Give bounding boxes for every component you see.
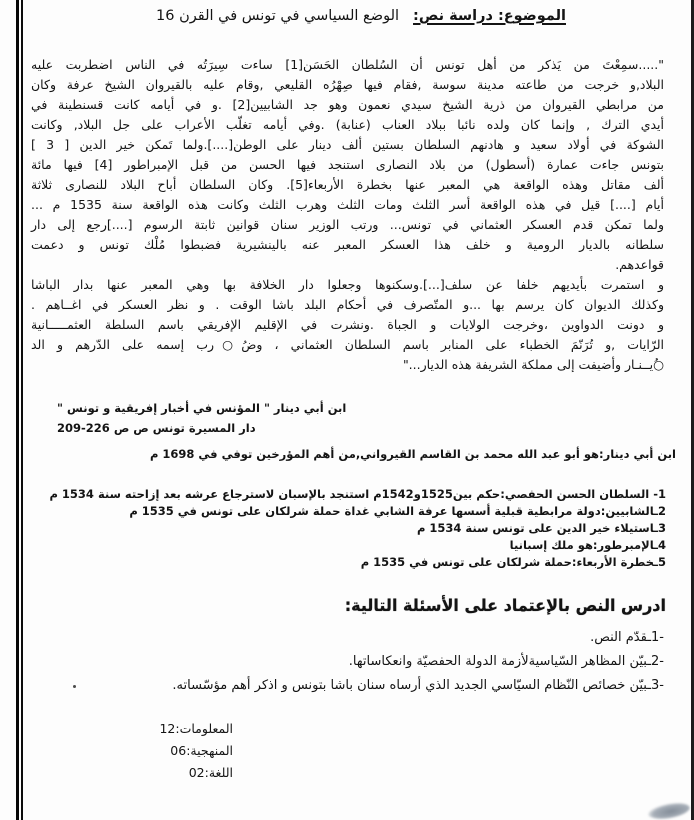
question-item: -1ـقدّم النص. bbox=[590, 630, 664, 645]
quoted-text-paragraph-1 bbox=[31, 55, 664, 275]
text-line: الرّايات ,و تُرَنّمَ الخطباء على المنابر باسم السلطان العثماني ، وضُ○رب إسمه على الدّرهم و الد bbox=[31, 337, 664, 352]
text-line: أيدي الترك , وإنما كان ولده نائبا ببلاد العناب (عنابة) .وفي أيامه تغلّب الأعراب على جل البلاد, وكانت bbox=[31, 117, 664, 132]
scan-smudge-artifact bbox=[647, 800, 691, 820]
title-topic: الوضع السياسي في تونس في القرن 16 bbox=[156, 8, 400, 24]
text-line: ○ُيــنـار وأضيفت إلى مملكة الشريفة هذه الديار..." bbox=[402, 357, 664, 372]
grading-item-information: المعلومات:12 bbox=[159, 721, 233, 736]
title-subject-label: الموضوع: دراسة نص: bbox=[413, 8, 566, 24]
footnotes-list bbox=[31, 486, 666, 571]
text-line: وكذلك الديوان كان يرسم بها ...و المتّصرف في أحكام البلد باشا الوقت . و نظر العسكر في اغــاهم . bbox=[31, 297, 664, 312]
question-item: -3ـبيّن خصائص النّظام السيّاسي الجديد الذي أرساه سنان باشا بتونس و اذكر أهم مؤسّساته. bbox=[172, 678, 664, 693]
document-title bbox=[156, 8, 566, 24]
footnote-item: 3ـاستيلاء خير الدين على تونس سنة 1534 م bbox=[416, 521, 666, 535]
text-line: ولما تمكن قدم العسكر العثماني في تونس... ورتب الوزير سنان قوانين ثابتة الرسوم [....]رجع إلى دار bbox=[31, 217, 664, 232]
source-citation bbox=[57, 398, 346, 438]
text-line: ".....سمِعْتَ من يَذكر من أهل تونس أن السُلطان الحَسَن[1] ساءت سِيرَتُه في الناس اضطربت عليه bbox=[31, 57, 664, 72]
citation-publisher-pages: دار المسيرة تونس ص ص 226-209 bbox=[57, 421, 256, 435]
text-line: الشوكة في أولاد سعيد و هادنهم السلطان بستين ألف دينار على الوطن[....].ولما تَمكن خير الدين [ 3 ] bbox=[31, 137, 664, 152]
footnote-item: 1- السلطان الحسن الحفصي:حكم بين1525و1542م استنجد بالإسبان لاسترجاع عرشه بعد إزاحته سنة 1534 م bbox=[49, 487, 666, 501]
text-line: سلطانه بالديار الرومية و خلف هذا العسكر المعبر عنه بالينشيرية فضبطوا مُلْك تونس و دعمت bbox=[31, 237, 664, 252]
grading-scale bbox=[159, 718, 233, 784]
citation-author-title: ابن أبي دينار " المؤنس في أخبار إفريقية و تونس " bbox=[57, 401, 347, 415]
left-border-thin-line bbox=[21, 0, 23, 820]
text-line: من مرابطي القيروان من ذرية الشيخ سيدي نعمون وهو جد الشابيين[2] .و في أيامه كانت قسنطينة في bbox=[31, 97, 664, 112]
text-line: أيام [....] قيل في هذه الواقعة أسر الثلث ومات الثلث وهرب الثلث وكانت هذه الواقعة سنة 1535 م ... bbox=[31, 197, 664, 212]
questions-list bbox=[31, 626, 664, 698]
left-border-thick-line bbox=[16, 0, 19, 820]
footnote-item: 2ـالشابيين:دولة مرابطية قبلية أسسها عرفة الشابي غداة حملة شرلكان على تونس في 1535 م bbox=[129, 504, 666, 518]
text-line: و دونت الدواوين ،وخرجت الولايات و الجباة .ونشرت في الإقليم الإفريقي باسم السلطة العثمـــــانية bbox=[31, 317, 664, 332]
footnote-item: 5ـخطرة الأربعاء:حملة شرلكان على تونس في 1535 م bbox=[360, 555, 666, 569]
quoted-text-paragraph-2 bbox=[31, 275, 664, 375]
text-line: ألف مقاتل وهذه الواقعة هي المعبر عنها بخطرة الأربعاء[5]. وكان السلطان أباح البلاد للنصارى ثلاثة bbox=[31, 177, 664, 192]
text-line: البلاد,و خرجت من طاعته مدينة سوسة ,فقام فيها صِهْرُه القليعي ,وقام عليه بالقيروان الشيخ عرفة وكان bbox=[31, 77, 664, 92]
grading-item-language: اللغة:02 bbox=[188, 765, 233, 780]
text-line: قواعدهم. bbox=[615, 257, 664, 272]
assignment-heading: ادرس النص بالإعتماد على الأسئلة التالية: bbox=[344, 595, 666, 616]
author-biography-note: ابن أبي دينار:هو أبو عبد الله محمد بن القاسم القيرواني,من أهم المؤرخين توفي في 1698 م bbox=[149, 447, 676, 461]
scan-dot-artifact bbox=[73, 685, 76, 688]
grading-item-methodology: المنهجية:06 bbox=[170, 743, 233, 758]
footnote-item: 4ـالإمبرطور:هو ملك إسبانيا bbox=[509, 538, 666, 552]
text-line: و استمرت بأيديهم خلفا عن سلف[...].وسكنوها وجعلوا دار الخلافة بها وهي المعبر عنها بدار الباشا bbox=[31, 277, 664, 292]
question-item: -2ـبيّن المظاهر السّياسيةلأزمة الدولة الحفصيّة وانعكاساتها. bbox=[348, 654, 664, 669]
text-line: بتونس جاءت عمارة (أسطول) من بلاد النصارى استنجد فيها الحسن من قبل الإمبراطور [4] فيها مائة bbox=[31, 157, 664, 172]
